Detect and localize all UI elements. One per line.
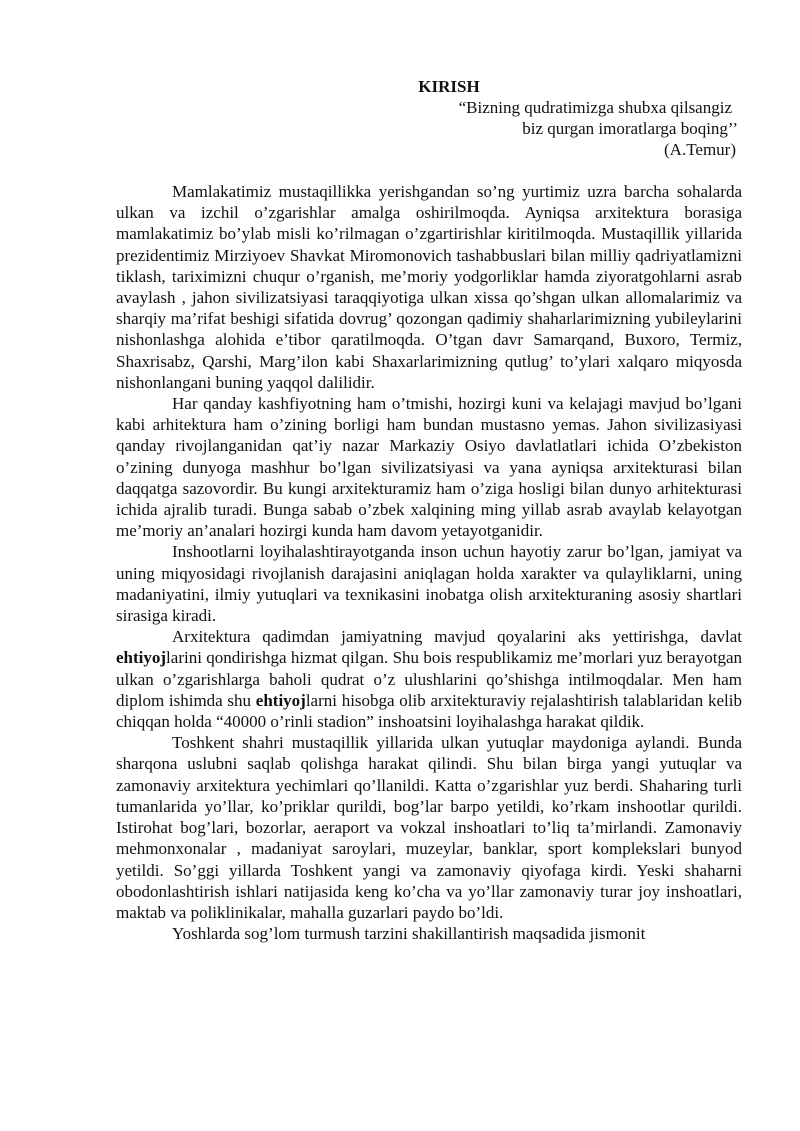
paragraph-3: Inshootlarni loyihalashtirayotganda inson uchun hayotiy zarur bo’lgan, jamiyat va uning miqyosidagi rivojlanish darajasini aniqlagan holda xarakter va qulayliklarni, uning madaniyatini, ilmiy yutuqlari va texnikasini inobatga olish arxitekturaning asosiy shartlari sirasiga kiradi. [116, 542, 742, 626]
epigraph-line-2: biz qurgan imoratlarga boqing’’ [522, 119, 738, 138]
epigraph-author: (A.Temur) [664, 140, 736, 159]
epigraph-line-1: “Bizning qudratimizga shubxa qilsangiz [458, 98, 732, 117]
paragraph-2: Har qanday kashfiyotning ham o’tmishi, hozirgi kuni va kelajagi mavjud bo’lgani kabi arhitektura ham o’zining borligi ham bundan mustasno yemas. Jahon sivilizasiyasi qanday rivojlanganidan qat’iy nazar Markaziy Osiyo davlatlatlari ichida O’zbekiston o’zining dunyoga mashhur bo’lgan sivilizatsiyasi va yana ayniqsa arxitekturasi bilan daqqatga sazovordir. Bu kungi arxitekturamiz ham o’ziga hosligi bilan dunyo arhitekturasi ichida ajralib turadi. Bunga sabab o’zbek xalqining ming yillab asrab avaylab kelayotgan me’moriy an’analari hozirgi kunda ham davom yetayotganidir. [116, 394, 742, 541]
paragraph-4 [116, 626, 742, 732]
bold-term-ehtiyoj: ehtiyoj [255, 690, 306, 710]
paragraph-4-text-a: Arxitektura qadimdan jamiyatning mavjud qoyalarini aks yettirishga, davlat [172, 627, 742, 647]
paragraph-4-text-d: larni hisobga olib arxitekturaviy rejalashtirish talablaridan kelib chiqqan holda “40000 o’rinli stadion” inshoatsini loyihalashga harakat qildik. [116, 690, 742, 732]
paragraph-6: Yoshlarda sog’lom turmush tarzini shakillantirish maqsadida jismonit [172, 924, 646, 944]
page-title: KIRISH [418, 77, 480, 96]
bold-term-ehtiyoj: ehtiyoj [116, 648, 167, 668]
paragraph-4-text-c: larini qondirishga hizmat qilgan. Shu bois respublikamiz me’morlari yuz berayotgan ulkan o’zgarishlarga baholi qudrat o’z ulushlarini qo’shishga intilmoqdalar. Men ham diplom ishimda shu [116, 648, 742, 710]
paragraph-5: Toshkent shahri mustaqillik yillarida ulkan yutuqlar maydoniga aylandi. Bunda sharqona uslubni saqlab qolishga harakat qilindi. Shu bilan birga yangi yutuqlar va zamonaviy arxitektura yechimlari qo’llanildi. Katta o’zgarishlar yuz berdi. Shaharing turli tumanlarida yo’llar, ko’priklar qurildi, bog’lar barpo yetildi, ko’rkam inshootlar qurildi. Istirohat bog’lari, bozorlar, aeraport va vokzal inshoatlari to’liq ta’mirlandi. Zamonaviy mehmonxonalar , madaniyat saroylari, muzeylar, banklar, sport komplekslari bunyod yetildi. So’ggi yillarda Toshkent yangi va zamonaviy qiyofaga kirdi. Yeski shaharni obodonlashtirish ishlari natijasida keng ko’cha va yo’llar zamonaviy turar joy inshoatlari, maktab va poliklinikalar, mahalla guzarlari paydo bo’ldi. [116, 733, 742, 922]
epigraph [116, 97, 742, 160]
document-page [116, 76, 742, 944]
paragraph-1: Mamlakatimiz mustaqillikka yerishgandan so’ng yurtimiz uzra barcha sohalarda ulkan va izchil o’zgarishlar amalga oshirilmoqda. Ayniqsa arxitektura borasiga mamlakatimiz bo’ylab misli ko’rilmagan o’zgartirishlar kiritilmoqda. Mustaqillik yillarida prezidentimiz Mirziyoev Shavkat Miromonovich tashabbuslari bilan milliy qadriyatlamizni tiklash, tariximizni chuqur o’rganish, me’moriy yodgorliklar hamda ziyoratgohlarni asrab avaylash , jahon sivilizatsiyasi taraqqiyotiga ulkan xissa qo’shgan ulkan allomalarimiz va sharqiy ma’rifat beshigi sifatida dovrug’ qozongan qadimiy shaharlarimizning yubileylarini nishonlashga alohida e’tibor qaratilmoqda. O’tgan davr Samarqand, Buxoro, Termiz, Shaxrisabz, Qarshi, Marg’ilon kabi Shaxarlarimizning qutlug’ to’ylari xalqaro miqyosda nishonlangani buning yaqqol dalilidir. [116, 182, 742, 392]
